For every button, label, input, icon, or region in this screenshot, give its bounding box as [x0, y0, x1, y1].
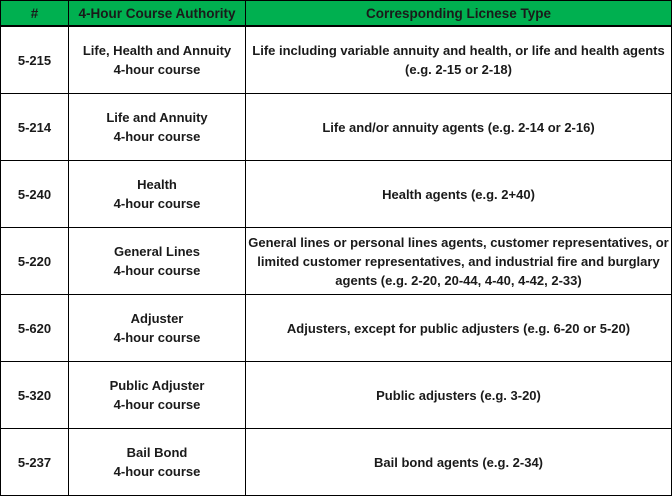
course-authority [69, 228, 246, 295]
table-row [1, 429, 672, 496]
table-row [1, 26, 672, 94]
header-authority: 4-Hour Course Authority [69, 1, 246, 27]
authority-name: Life and Annuity [106, 110, 208, 125]
course-authority [69, 429, 246, 496]
table-row [1, 94, 672, 161]
course-number: 5-214 [1, 94, 69, 161]
license-type: Public adjusters (e.g. 3-20) [246, 362, 672, 429]
authority-name: General Lines [114, 244, 200, 259]
table-row [1, 362, 672, 429]
course-number: 5-620 [1, 295, 69, 362]
course-number: 5-240 [1, 161, 69, 228]
header-row [1, 1, 672, 27]
license-type: General lines or personal lines agents, customer representatives, or limited customer representatives, and industrial fire and burglary agents (e.g. 2-20, 20-44, 4-40, 4-42, 2-33) [246, 228, 672, 295]
authority-name: Health [137, 177, 177, 192]
course-authority [69, 26, 246, 94]
course-authority [69, 94, 246, 161]
authority-name: Public Adjuster [109, 378, 205, 393]
header-license-type: Corresponding Licnese Type [246, 1, 672, 27]
authority-duration: 4-hour course [113, 129, 201, 144]
table-row [1, 295, 672, 362]
authority-name: Life, Health and Annuity [82, 43, 232, 58]
authority-duration: 4-hour course [113, 397, 201, 412]
authority-duration: 4-hour course [113, 263, 201, 278]
header-number: # [1, 1, 69, 27]
license-type: Adjusters, except for public adjusters (e.g. 6-20 or 5-20) [246, 295, 672, 362]
license-type: Life including variable annuity and health, or life and health agents (e.g. 2-15 or 2-18) [246, 26, 672, 94]
license-type: Bail bond agents (e.g. 2-34) [246, 429, 672, 496]
table-row [1, 228, 672, 295]
authority-name: Bail Bond [126, 445, 188, 460]
authority-duration: 4-hour course [113, 196, 201, 211]
course-number: 5-220 [1, 228, 69, 295]
course-authority [69, 362, 246, 429]
authority-duration: 4-hour course [113, 330, 201, 345]
course-authority [69, 161, 246, 228]
license-type: Life and/or annuity agents (e.g. 2-14 or 2-16) [246, 94, 672, 161]
course-authority [69, 295, 246, 362]
authority-duration: 4-hour course [113, 464, 201, 479]
license-type: Health agents (e.g. 2+40) [246, 161, 672, 228]
authority-duration: 4-hour course [113, 62, 201, 77]
course-number: 5-237 [1, 429, 69, 496]
course-number: 5-320 [1, 362, 69, 429]
authority-name: Adjuster [130, 311, 184, 326]
course-number: 5-215 [1, 26, 69, 94]
table-row [1, 161, 672, 228]
